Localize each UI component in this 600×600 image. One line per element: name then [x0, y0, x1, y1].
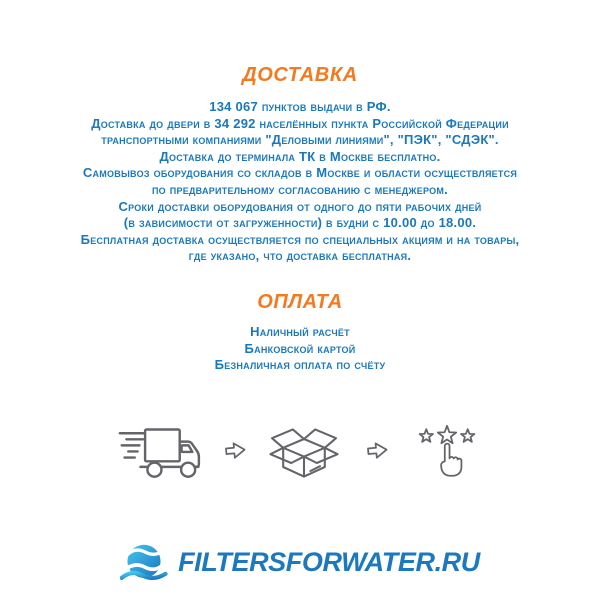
delivery-section-title: ДОСТАВКА [242, 64, 358, 86]
payment-line: Наличный расчёт [250, 323, 350, 339]
delivery-line: транспортными компаниями "Деловыми линиями", "ПЭК", "СДЭК". [101, 132, 499, 148]
payment-line: Безналичная оплата по счёту [214, 357, 386, 373]
delivery-line: Доставка до терминала ТК в Москве бесплатно. [159, 148, 441, 164]
delivery-line: Бесплатная доставка осуществляется по специальных акциям и на товары, [80, 231, 520, 247]
rating-stars-hand-icon [410, 421, 484, 481]
open-box-icon [264, 414, 344, 488]
delivery-line: 134 067 пунктов выдачи в РФ. [209, 99, 391, 114]
payment-line: Банковской картой [244, 340, 356, 356]
delivery-line: Доставка до двери в 34 292 населённых пункта Российской Федерации [91, 115, 509, 131]
delivery-process-icons [116, 414, 484, 488]
payment-section-title: ОПЛАТА [257, 290, 343, 313]
delivery-line: Самовывоз оборудования со складов в Москве и области осуществляется [82, 165, 518, 181]
delivery-info [20, 99, 580, 265]
arrow-right-icon [364, 439, 390, 462]
water-wave-logo-icon [120, 542, 168, 584]
payment-info [20, 324, 580, 374]
delivery-line: Сроки доставки оборудования от одного до пяти рабочих дней [118, 198, 482, 214]
arrow-right-icon [222, 439, 248, 462]
delivery-line: (в зависимости от загруженности) в будни с 10.00 до 18.00. [123, 215, 477, 231]
delivery-line: где указано, что доставка бесплатная. [188, 248, 412, 264]
delivery-line: по предварительному согласованию с менеджером. [151, 181, 449, 197]
fast-delivery-truck-icon [116, 422, 206, 480]
brand-wordmark: FILTERSFORWATER.RU [178, 547, 480, 578]
brand-logo[interactable] [120, 542, 480, 584]
